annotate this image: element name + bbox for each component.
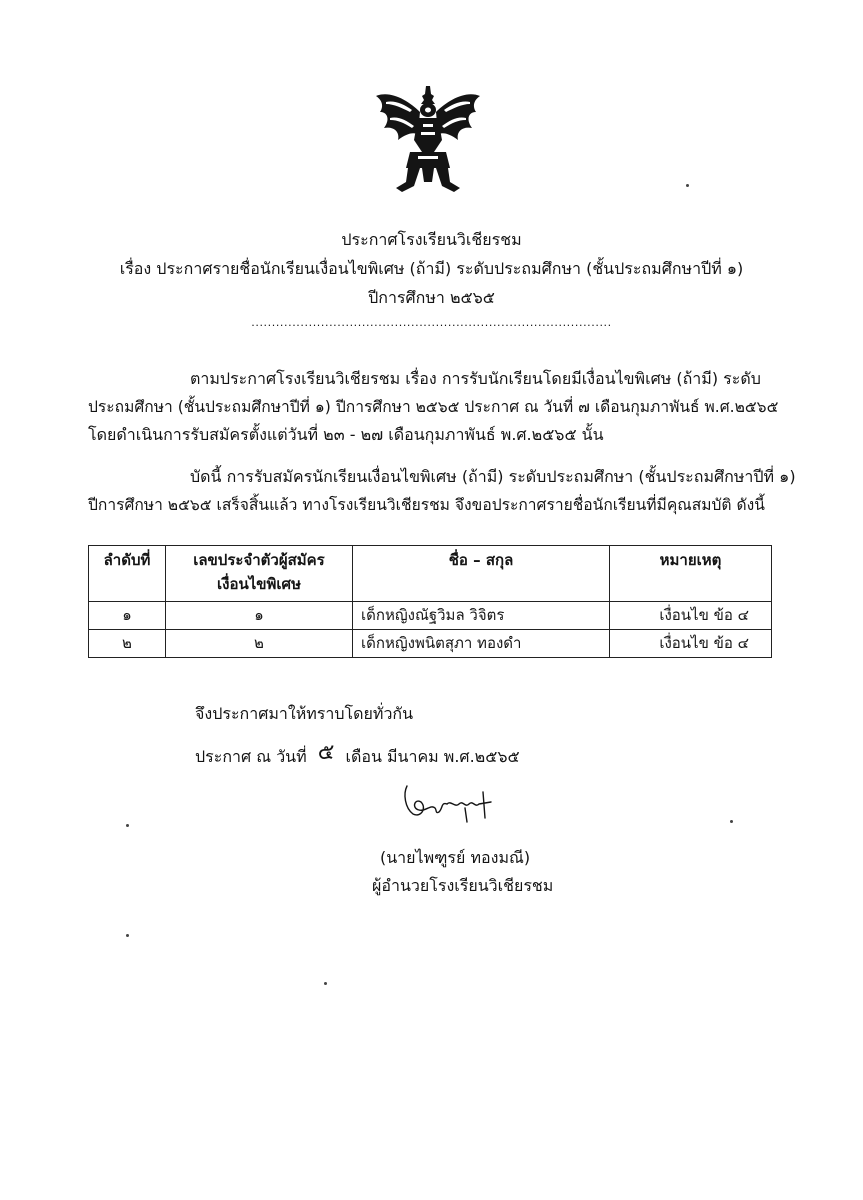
scan-speck [126, 934, 129, 937]
paragraph-2-line-1: บัดนี้ การรับสมัครนักเรียนเงื่อนไขพิเศษ (ถ้ามี) ระดับประถมศึกษา (ชั้นประถมศึกษาปีที่ ๑) [190, 467, 796, 486]
cell-order: ๑ [89, 602, 166, 630]
table-row [89, 602, 772, 630]
garuda-emblem-icon [368, 82, 488, 200]
cell-applicant-id: ๒ [166, 630, 353, 658]
paragraph-1-line-3: โดยดำเนินการรับสมัครตั้งแต่วันที่ ๒๓ - ๒๗ เดือนกุมภาพันธ์ พ.ศ.๒๕๖๕ นั้น [88, 425, 604, 444]
signatory-name: (นายไพฑูรย์ ทองมณี) [380, 848, 531, 867]
document-issuer: ประกาศโรงเรียนวิเชียรชม [341, 230, 522, 249]
scan-speck [730, 820, 733, 823]
signatory-title: ผู้อำนวยโรงเรียนวิเชียรชม [372, 876, 554, 895]
date-suffix: เดือน มีนาคม พ.ศ.๒๕๖๕ [345, 747, 520, 766]
student-list-table [88, 545, 772, 658]
cell-applicant-id: ๑ [166, 602, 353, 630]
cell-note: เงื่อนไข ข้อ ๔ [610, 602, 772, 630]
cell-order: ๒ [89, 630, 166, 658]
header-note: หมายเหตุ [610, 546, 772, 602]
scan-speck [324, 982, 327, 985]
header-order: ลำดับที่ [89, 546, 166, 602]
cell-name: เด็กหญิงพนิตสุภา ทองดำ [353, 630, 610, 658]
date-prefix: ประกาศ ณ วันที่ [195, 747, 307, 766]
header-name: ชื่อ – สกุล [353, 546, 610, 602]
scan-speck [126, 824, 129, 827]
announcement-date [195, 742, 520, 771]
header-divider: ........................................................................................ [251, 316, 612, 329]
academic-year: ปีการศึกษา ๒๕๖๕ [368, 288, 495, 307]
date-day: ๕ [317, 740, 335, 765]
document-subject: เรื่อง ประกาศรายชื่อนักเรียนเงื่อนไขพิเศษ (ถ้ามี) ระดับประถมศึกษา (ชั้นประถมศึกษาปีที่ ๑) [119, 259, 744, 278]
paragraph-1-line-2: ประถมศึกษา (ชั้นประถมศึกษาปีที่ ๑) ปีการศึกษา ๒๕๖๕ ประกาศ ณ วันที่ ๗ เดือนกุมภาพันธ์ พ.ศ.๒๕๖๕ [88, 398, 779, 416]
closing-statement: จึงประกาศมาให้ทราบโดยทั่วกัน [195, 704, 414, 723]
cell-note: เงื่อนไข ข้อ ๔ [610, 630, 772, 658]
paragraph-2-line-2: ปีการศึกษา ๒๕๖๕ เสร็จสิ้นแล้ว ทางโรงเรียนวิเชียรชม จึงขอประกาศรายชื่อนักเรียนที่มีคุณสมบัติ ดังนี้ [88, 496, 765, 514]
header-applicant-id: เลขประจำตัวผู้สมัคร เงื่อนไขพิเศษ [166, 546, 353, 602]
table-header-row [89, 546, 772, 602]
signature-icon [395, 778, 505, 828]
paragraph-1-line-1: ตามประกาศโรงเรียนวิเชียรชม เรื่อง การรับนักเรียนโดยมีเงื่อนไขพิเศษ (ถ้ามี) ระดับ [190, 369, 761, 388]
cell-name: เด็กหญิงณัฐวิมล วิจิตร [353, 602, 610, 630]
scan-speck [686, 184, 689, 187]
table-row [89, 630, 772, 658]
